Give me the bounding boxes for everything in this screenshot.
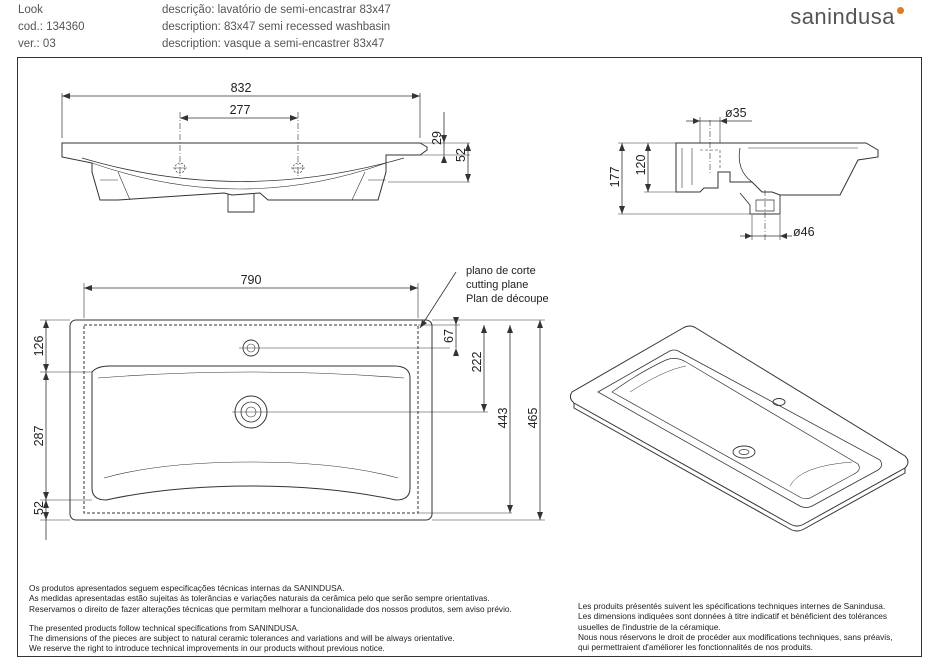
dim-832: 832 xyxy=(230,81,252,95)
dim-465: 465 xyxy=(526,407,540,429)
note-fr-5: qui permettraient d'améliorer les fonctionnalités de nos produits. xyxy=(578,642,813,653)
dim-o46: ø46 xyxy=(793,225,815,239)
note-fr-1: Les produits présentés suivent les spécifications techniques internes de Sanindusa. xyxy=(578,601,886,611)
front-elevation-view xyxy=(62,81,471,212)
description-fr: description: vasque a semi-encastrer 83x47 xyxy=(162,38,385,50)
product-name: Look xyxy=(18,4,43,16)
note-en-2: The dimensions of the pieces are subject to natural ceramic tolerances and variations and will be always orientative. xyxy=(29,633,455,644)
note-en-3: We reserve the right to introduce technical improvements in our products without previous notice. xyxy=(29,643,385,654)
dim-222: 222 xyxy=(470,351,484,373)
note-fr-2: Les dimensions indiquées sont données à titre indicatif et bénéficient des tolérances xyxy=(578,611,888,622)
dim-52-top: 52 xyxy=(454,148,468,162)
dim-67: 67 xyxy=(442,329,456,343)
note-pt-1: Os produtos apresentados seguem especificações técnicas internas da SANINDUSA. xyxy=(29,583,345,593)
side-section-view xyxy=(608,106,878,240)
cutting-plane-en: cutting plane xyxy=(466,279,529,291)
dim-126: 126 xyxy=(32,335,46,357)
note-fr-4: Nous nous réservons le droit de procéder aux modifications techniques, sans préavis, xyxy=(578,631,893,642)
description-pt: descrição: lavatório de semi-encastrar 83x47 xyxy=(162,4,391,16)
note-en-1: The presented products follow technical specifications from SANINDUSA. xyxy=(29,622,300,633)
dim-287: 287 xyxy=(32,425,46,447)
description-en: description: 83x47 semi recessed washbasin xyxy=(162,21,391,33)
dim-277: 277 xyxy=(229,103,251,117)
perspective-view xyxy=(570,326,908,531)
dim-790: 790 xyxy=(240,273,262,287)
product-version: ver.: 03 xyxy=(18,38,56,50)
dim-o35: ø35 xyxy=(725,106,747,120)
brand-name: sanindusa xyxy=(790,4,895,29)
plan-view xyxy=(32,265,549,540)
product-code: cod.: 134360 xyxy=(18,21,85,33)
dim-120: 120 xyxy=(634,154,648,176)
note-fr-3: usuelles de l'industrie de la céramique. xyxy=(578,621,721,632)
dim-52-plan: 52 xyxy=(32,501,46,515)
cutting-plane-fr: Plan de découpe xyxy=(466,293,549,305)
notes-left xyxy=(29,583,549,654)
note-pt-3: Reservamos o direito de fazer alterações técnicas que permitam melhorar a funcionalidade dos nossos produtos, sem aviso prévio. xyxy=(29,603,512,614)
dim-443: 443 xyxy=(496,407,510,429)
cutting-plane-pt: plano de corte xyxy=(466,265,536,277)
note-pt-2: As medidas apresentadas estão sujeitas às tolerâncias e variações naturais da cerâmica pelo que serão sempre orientativas. xyxy=(29,593,490,604)
dim-29: 29 xyxy=(430,131,444,145)
notes-right xyxy=(578,601,918,652)
dim-177: 177 xyxy=(608,166,622,188)
